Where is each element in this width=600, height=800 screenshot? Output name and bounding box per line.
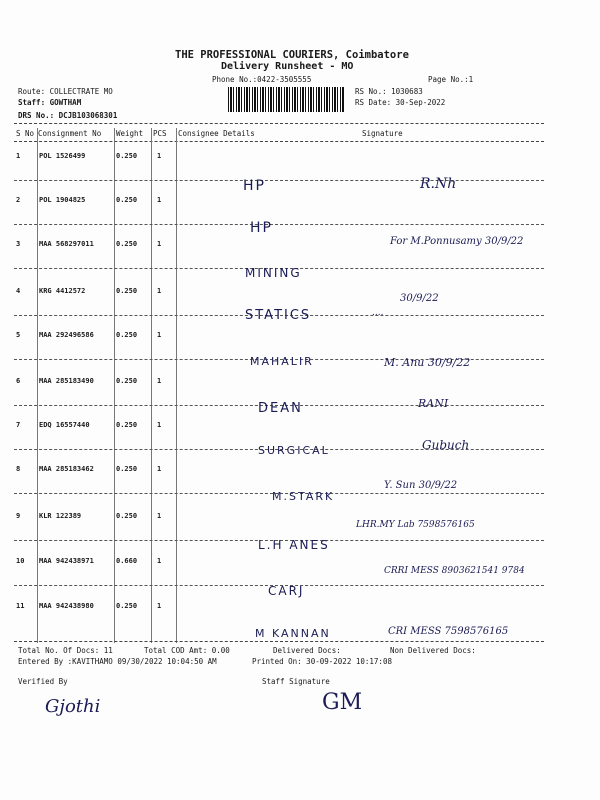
- footer-divider: [14, 641, 544, 642]
- page-number: Page No.:1: [428, 75, 474, 84]
- row-consignment: MAA 285183490: [39, 377, 94, 385]
- row-pcs: 1: [157, 465, 162, 473]
- row-pcs: 1: [157, 602, 162, 610]
- barcode-icon: [228, 87, 344, 112]
- row-weight: 0.250: [116, 240, 138, 248]
- col-sno: S No: [16, 129, 35, 138]
- row-weight: 0.250: [116, 602, 138, 610]
- phone-number: Phone No.:0422-3505555: [212, 75, 312, 84]
- row-consignment: EDQ 16557440: [39, 421, 90, 429]
- handwritten-signature: CRI MESS 7598576165: [388, 626, 509, 637]
- row-weight: 0.250: [116, 287, 138, 295]
- company-title: THE PROFESSIONAL COURIERS, Coimbatore: [175, 49, 409, 61]
- handwritten-consignee: L.H ANES: [258, 538, 330, 552]
- handwritten-signature: R.Nh: [420, 176, 457, 192]
- row-weight: 0.250: [116, 465, 138, 473]
- header-divider: [14, 141, 544, 142]
- row-weight: 0.250: [116, 152, 138, 160]
- printed-on: Printed On: 30-09-2022 10:17:08: [252, 657, 392, 666]
- row-sno: 7: [16, 421, 21, 429]
- drs-label: DRS No.:: [18, 111, 55, 120]
- row-consignment: POL 1904825: [39, 196, 86, 204]
- handwritten-consignee: HP: [243, 178, 266, 194]
- handwritten-signature: RANI: [418, 397, 449, 410]
- row-weight: 0.250: [116, 196, 138, 204]
- row-sno: 1: [16, 152, 21, 160]
- handwritten-consignee: CARJ: [268, 584, 305, 598]
- row-sno: 2: [16, 196, 21, 204]
- handwritten-consignee: SURGICAL: [258, 444, 330, 457]
- row-divider: [14, 224, 544, 225]
- staff: Staff: GOWTHAM: [18, 98, 82, 107]
- handwritten-signature: For M.Ponnusamy 30/9/22: [390, 236, 524, 247]
- row-consignment: MAA 942438971: [39, 557, 94, 565]
- row-weight: 0.250: [116, 512, 138, 520]
- staff-signature-label: Staff Signature: [262, 677, 330, 686]
- entered-by: Entered By :KAVITHAMO 09/30/2022 10:04:50 AM: [18, 657, 217, 666]
- verifier-signature: Gjothi: [45, 696, 101, 717]
- handwritten-signature: 30/9/22: [400, 293, 439, 304]
- row-sno: 4: [16, 287, 21, 295]
- handwritten-consignee: M KANNAN: [255, 627, 331, 640]
- drs-number: [18, 111, 117, 120]
- handwritten-signature: Gubuch: [422, 438, 470, 452]
- row-pcs: 1: [157, 152, 162, 160]
- handwritten-signature: LHR.MY Lab 7598576165: [356, 520, 475, 530]
- row-consignment: MAA 942438980: [39, 602, 94, 610]
- row-pcs: 1: [157, 557, 162, 565]
- rs-number: RS No.: 1030683: [355, 87, 423, 96]
- document-title: Delivery Runsheet - MO: [221, 61, 354, 72]
- row-weight: 0.660: [116, 557, 138, 565]
- staff-signature: GM: [322, 690, 363, 715]
- col-consignment: Consignment No: [38, 129, 102, 138]
- row-pcs: 1: [157, 287, 162, 295]
- row-consignment: MAA 568297011: [39, 240, 94, 248]
- row-pcs: 1: [157, 196, 162, 204]
- handwritten-signature: ....: [372, 308, 384, 318]
- handwritten-consignee: M.STARK: [272, 490, 335, 503]
- handwritten-consignee: MAHALIR: [250, 355, 314, 368]
- delivered-docs: Delivered Docs:: [273, 646, 341, 655]
- row-pcs: 1: [157, 512, 162, 520]
- non-delivered-docs: Non Delivered Docs:: [390, 646, 476, 655]
- row-weight: 0.250: [116, 377, 138, 385]
- total-docs: Total No. Of Docs: 11: [18, 646, 113, 655]
- row-pcs: 1: [157, 331, 162, 339]
- row-weight: 0.250: [116, 421, 138, 429]
- row-consignment: MAA 292496586: [39, 331, 94, 339]
- row-sno: 5: [16, 331, 21, 339]
- row-pcs: 1: [157, 421, 162, 429]
- row-pcs: 1: [157, 240, 162, 248]
- row-sno: 10: [16, 557, 25, 565]
- table-row: [0, 196, 600, 236]
- row-consignment: KLR 122389: [39, 512, 82, 520]
- row-sno: 11: [16, 602, 25, 610]
- handwritten-signature: Y. Sun 30/9/22: [384, 480, 458, 491]
- row-divider: [14, 180, 544, 181]
- col-weight: Weight: [116, 129, 144, 138]
- row-weight: 0.250: [116, 331, 138, 339]
- handwritten-consignee: DEAN: [258, 401, 303, 416]
- col-pcs: PCS: [153, 129, 167, 138]
- table-row: [0, 152, 600, 192]
- total-cod: Total COD Amt: 0.00: [144, 646, 230, 655]
- handwritten-signature: M. Anu 30/9/22: [384, 356, 471, 369]
- col-consignee: Consignee Details: [178, 129, 255, 138]
- row-consignment: KRG 4412572: [39, 287, 86, 295]
- row-consignment: MAA 285183462: [39, 465, 94, 473]
- header-divider: [14, 123, 544, 124]
- handwritten-consignee: HP: [250, 220, 273, 236]
- row-sno: 9: [16, 512, 21, 520]
- handwritten-signature: CRRI MESS 8903621541 9784: [384, 566, 525, 576]
- row-sno: 8: [16, 465, 21, 473]
- row-pcs: 1: [157, 377, 162, 385]
- route: Route: COLLECTRATE MO: [18, 87, 113, 96]
- col-signature: Signature: [362, 129, 403, 138]
- rs-date: RS Date: 30-Sep-2022: [355, 98, 446, 107]
- handwritten-consignee: MINING: [245, 266, 302, 280]
- verified-by: Verified By: [18, 677, 68, 686]
- row-sno: 3: [16, 240, 21, 248]
- handwritten-consignee: STATICS: [245, 308, 312, 323]
- row-sno: 6: [16, 377, 21, 385]
- row-consignment: POL 1526499: [39, 152, 86, 160]
- drs-value: DCJB103068301: [58, 111, 118, 120]
